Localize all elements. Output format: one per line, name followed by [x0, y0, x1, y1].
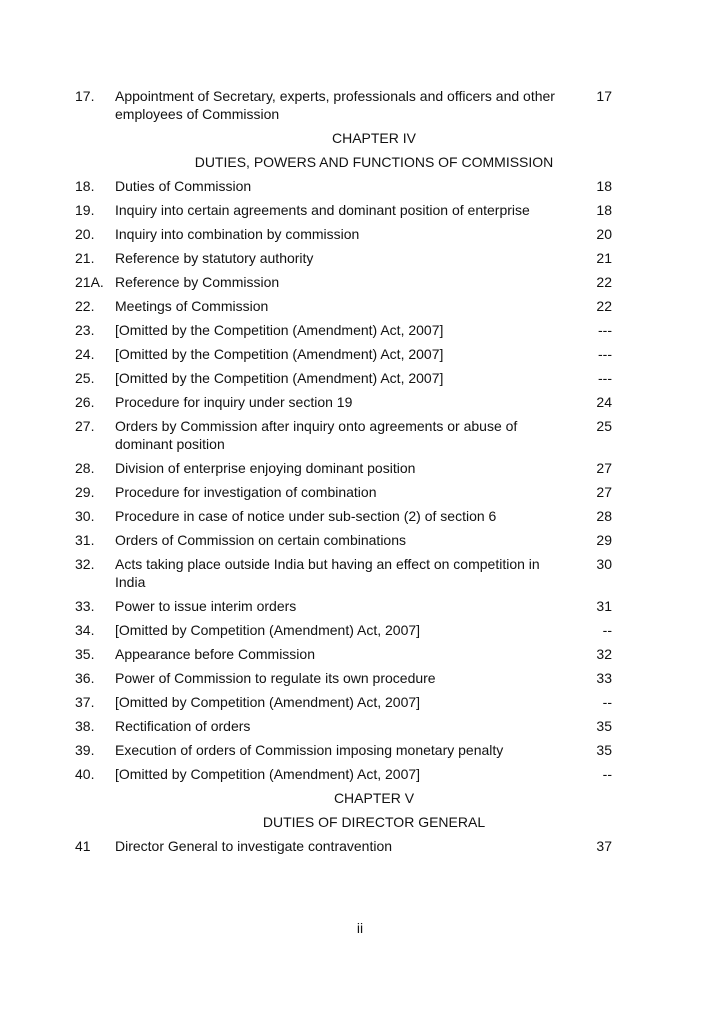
section-title: Director General to investigate contravention	[115, 838, 393, 854]
section-title: Appointment of Secretary, experts, professionals and officers and other employees of Commission	[115, 88, 555, 122]
page-reference: 17	[596, 88, 612, 104]
section-number: 29.	[75, 484, 95, 500]
section-number: 35.	[75, 646, 95, 662]
toc-entry	[75, 417, 633, 453]
section-title: [Omitted by the Competition (Amendment) Act, 2007]	[115, 346, 444, 362]
section-number: 31.	[75, 532, 95, 548]
toc-entry	[75, 345, 633, 363]
section-title: Meetings of Commission	[115, 298, 269, 314]
section-number: 36.	[75, 670, 95, 686]
section-title: Power to issue interim orders	[115, 598, 297, 614]
page-reference: 18	[596, 178, 612, 194]
chapter-heading: DUTIES, POWERS AND FUNCTIONS OF COMMISSION	[194, 154, 554, 170]
toc-entry	[75, 837, 633, 855]
section-number: 21A.	[75, 274, 104, 290]
toc-entry	[75, 597, 633, 615]
chapter-heading: CHAPTER IV	[331, 130, 416, 146]
section-title: Procedure for investigation of combination	[115, 484, 377, 500]
toc-entry	[75, 393, 633, 411]
page-reference: 21	[596, 250, 612, 266]
section-number: 23.	[75, 322, 95, 338]
section-title: Orders by Commission after inquiry onto agreements or abuse of dominant position	[115, 418, 518, 452]
page-reference: 35	[596, 742, 612, 758]
section-number: 38.	[75, 718, 95, 734]
toc-entry	[75, 225, 633, 243]
toc-entry	[75, 645, 633, 663]
page-number: ii	[356, 920, 364, 936]
toc-entry	[75, 297, 633, 315]
section-title: Division of enterprise enjoying dominant position	[115, 460, 416, 476]
chapter-heading: CHAPTER V	[333, 790, 415, 806]
page-reference: 30	[596, 556, 612, 572]
page-reference: 20	[596, 226, 612, 242]
section-number: 22.	[75, 298, 95, 314]
toc-entry	[75, 87, 633, 123]
toc-entry	[75, 273, 633, 291]
section-title: Duties of Commission	[115, 178, 252, 194]
section-title: Execution of orders of Commission imposing monetary penalty	[115, 742, 504, 758]
page-reference: 18	[596, 202, 612, 218]
toc-entry	[75, 693, 633, 711]
page-reference: 32	[596, 646, 612, 662]
section-number: 33.	[75, 598, 95, 614]
toc-entry	[75, 531, 633, 549]
table-of-contents	[75, 87, 633, 861]
section-number: 24.	[75, 346, 95, 362]
section-title: [Omitted by Competition (Amendment) Act, 2007]	[115, 694, 421, 710]
page-reference: 22	[596, 298, 612, 314]
section-number: 27.	[75, 418, 95, 434]
toc-entry	[75, 765, 633, 783]
section-title: Rectification of orders	[115, 718, 251, 734]
page-reference: 37	[596, 838, 612, 854]
section-title: Procedure for inquiry under section 19	[115, 394, 353, 410]
section-number: 18.	[75, 178, 95, 194]
section-number: 20.	[75, 226, 95, 242]
toc-entry	[75, 669, 633, 687]
page-reference: 35	[596, 718, 612, 734]
toc-entry	[75, 507, 633, 525]
section-number: 19.	[75, 202, 95, 218]
toc-entry	[75, 621, 633, 639]
page-reference: 25	[596, 418, 612, 434]
toc-entry	[75, 717, 633, 735]
section-title: Acts taking place outside India but having an effect on competition in India	[115, 556, 540, 590]
section-number: 37.	[75, 694, 95, 710]
toc-entry	[75, 459, 633, 477]
page-reference: 27	[596, 460, 612, 476]
section-title: [Omitted by Competition (Amendment) Act, 2007]	[115, 622, 421, 638]
section-title: Orders of Commission on certain combinations	[115, 532, 407, 548]
page-reference: ---	[598, 370, 612, 386]
section-number: 30.	[75, 508, 95, 524]
section-number: 32.	[75, 556, 95, 572]
toc-entry	[75, 201, 633, 219]
page-reference: 24	[596, 394, 612, 410]
section-number: 26.	[75, 394, 95, 410]
section-title: [Omitted by Competition (Amendment) Act, 2007]	[115, 766, 421, 782]
section-number: 21.	[75, 250, 95, 266]
page-reference: --	[602, 766, 612, 782]
page-reference: 22	[596, 274, 612, 290]
toc-entry	[75, 741, 633, 759]
section-title: Reference by Commission	[115, 274, 280, 290]
page-reference: 28	[596, 508, 612, 524]
section-number: 40.	[75, 766, 95, 782]
chapter-heading: DUTIES OF DIRECTOR GENERAL	[262, 814, 486, 830]
page-reference: 33	[596, 670, 612, 686]
page-reference: --	[602, 694, 612, 710]
section-title: Procedure in case of notice under sub-section (2) of section 6	[115, 508, 497, 524]
page-reference: 27	[596, 484, 612, 500]
section-title: Power of Commission to regulate its own procedure	[115, 670, 436, 686]
toc-entry	[75, 177, 633, 195]
section-number: 25.	[75, 370, 95, 386]
toc-entry	[75, 249, 633, 267]
section-number: 17.	[75, 88, 95, 104]
page-reference: ---	[598, 322, 612, 338]
section-title: Appearance before Commission	[115, 646, 315, 662]
section-title: [Omitted by the Competition (Amendment) Act, 2007]	[115, 370, 444, 386]
section-title: [Omitted by the Competition (Amendment) Act, 2007]	[115, 322, 444, 338]
section-title: Inquiry into certain agreements and dominant position of enterprise	[115, 202, 530, 218]
page-reference: 31	[596, 598, 612, 614]
section-title: Reference by statutory authority	[115, 250, 314, 266]
section-number: 39.	[75, 742, 95, 758]
toc-entry	[75, 483, 633, 501]
page-reference: --	[602, 622, 612, 638]
toc-entry	[75, 369, 633, 387]
page-reference: 29	[596, 532, 612, 548]
section-number: 34.	[75, 622, 95, 638]
section-number: 41	[75, 838, 91, 854]
toc-entry	[75, 555, 633, 591]
section-title: Inquiry into combination by commission	[115, 226, 360, 242]
toc-entry	[75, 321, 633, 339]
section-number: 28.	[75, 460, 95, 476]
page-reference: ---	[598, 346, 612, 362]
